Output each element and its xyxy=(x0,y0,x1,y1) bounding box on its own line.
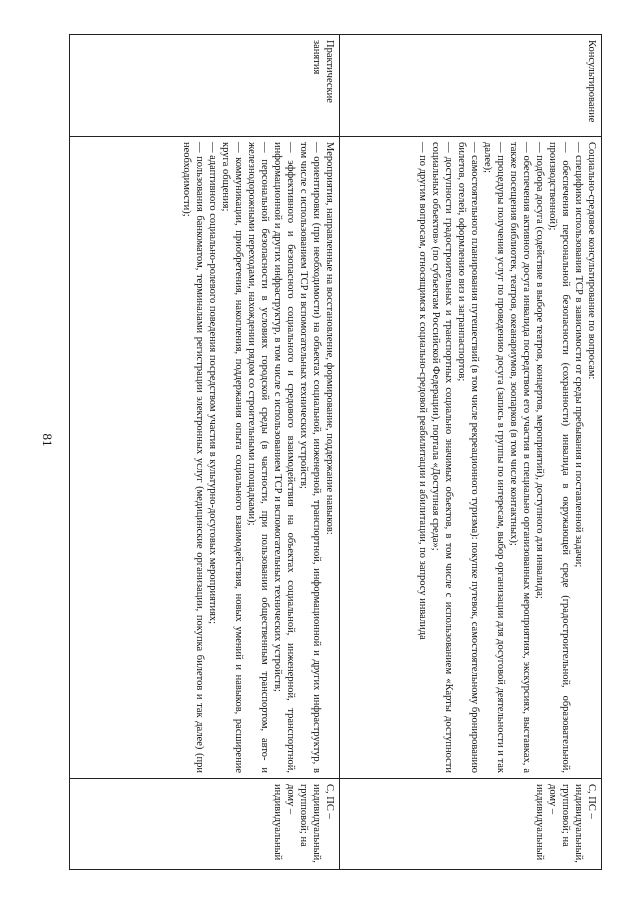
content-cell xyxy=(70,137,339,779)
content-line: Социально-средовое консультирование по вопросам: xyxy=(586,142,597,380)
content-line: — ориентировки (при необходимости) на объектах социальной, инженерной, транспортной, информационной и других инфраструктур, в том числе с использованием ТСР и вспомогательных технических устройств; xyxy=(298,142,322,773)
content-line: — эффективного и безопасного социального и средового взаимодействия на объектах социальной, инженерной, транспортной, информационной и других инфраструктур, в том числе с использованием ТСР и вспомогательных технических устройств; xyxy=(272,142,296,773)
content-line: — адаптивного социально-ролевого поведения посредством участия в культурно-досуговых мероприятиях; xyxy=(207,142,218,625)
content-line: — обеспечения персональной безопасности (сохранности) инвалида в окружающей среде (градостроительной, образовательной, производственной); xyxy=(547,142,571,773)
content-line: — подбора досуга (содействие в выборе театров, концертов, мероприятий), доступного для инвалида; xyxy=(534,142,545,599)
content-line: — по другим вопросам, относящимся к социально-средовой реабилитации и абилитации, по запросу инвалида xyxy=(417,142,428,640)
content-line: — персональной безопасности в условиях городской среды (в частности, при пользовании общественным транспортом, авто- и железнодорожными переходами, нахождении рядом со строительными площадками); xyxy=(246,142,270,773)
content-line: — специфики использования ТСР в зависимости от среды пребывания и поставленной задачи; xyxy=(573,142,584,568)
table-row-practice xyxy=(69,34,340,870)
page-number: 81 xyxy=(40,433,55,447)
section-cell: Практические занятия xyxy=(70,35,339,137)
content-line: — доступности градостроительных и транспортных социально значимых объектов, в том числе с использованием «Карты доступности социальных объектов» (по субъектам Российской Федерации), портала «Доступная среда»; xyxy=(430,142,454,773)
form-cell: С, ПС – индивидуальный, групповой; на дому – индивидуальный xyxy=(272,784,335,863)
form-cell: С, ПС – индивидуальный, групповой; на дому – индивидуальный xyxy=(534,784,597,863)
table-row-consulting xyxy=(339,34,602,870)
section-cell: Консультирование xyxy=(340,35,601,137)
content-line: Мероприятия, направленные на восстановление, формирование, поддержание навыков: xyxy=(324,142,335,535)
content-line: — обеспечения активного досуга инвалида посредством его участия в специально организованных мероприятиях, экскурсиях, выставках, а также посещения библиотек, театров, океанариумов, зоопарков (в том числе контактных); xyxy=(508,142,532,773)
service-table xyxy=(69,34,602,870)
content-cell xyxy=(340,137,601,779)
content-line: — самостоятельного планирования путешествий (в том числе рекреационного туризма): покупке путевок, самостоятельному бронированию билетов, отелей, оформлению виз и загранпаспортов; xyxy=(456,142,480,773)
content-line: — процедуры получения услуг по проведению досуга (запись в группы по интересам, выбор организации для досуговой деятельности и так далее); xyxy=(482,142,506,773)
content-line: — пользования банкоматом, терминалами регистрации электронных услуг (медицинские организации, покупка билетов и так далее) (при необходимости); xyxy=(181,142,205,773)
content-line: — коммуникации, приобретения, накопления, поддержания опыта социального взаимодействия, новых умений и навыков, расширение круга общения; xyxy=(220,142,244,773)
